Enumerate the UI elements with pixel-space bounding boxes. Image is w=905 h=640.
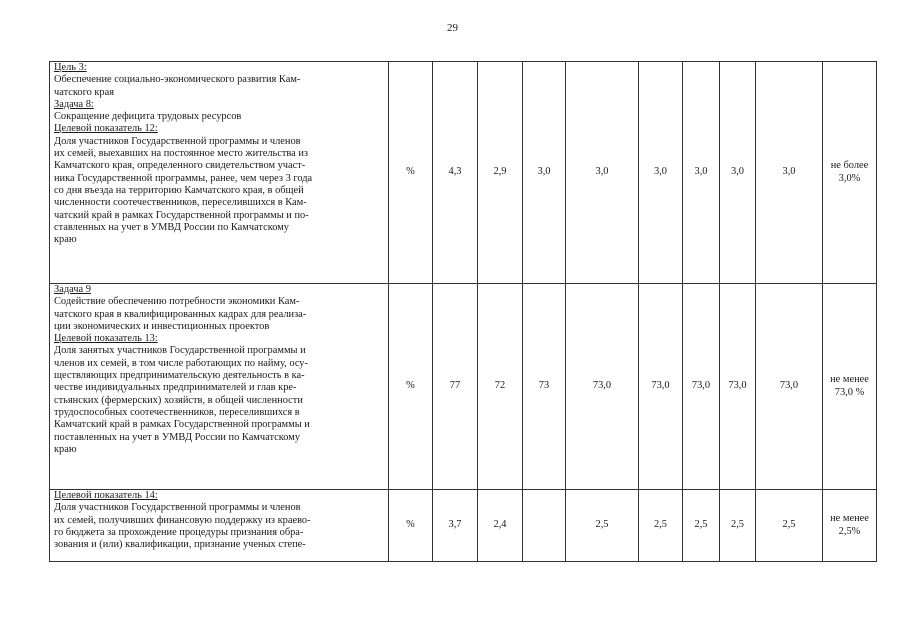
target-text: 73,0 % bbox=[834, 386, 865, 398]
section-heading: Цель 3: bbox=[54, 62, 87, 73]
unit-cell: % bbox=[389, 490, 433, 562]
value-cell: 73,0 bbox=[683, 284, 720, 490]
value-cell: 3,0 bbox=[683, 62, 720, 284]
target-cell bbox=[823, 284, 877, 490]
indicators-table bbox=[49, 61, 877, 562]
description-line: Обеспечение социально-экономического развития Кам- bbox=[54, 74, 301, 86]
target-text: не более bbox=[830, 160, 869, 172]
target-text: 3,0% bbox=[838, 172, 861, 184]
description-line: Доля участников Государственной программы и членов bbox=[54, 135, 301, 147]
description-line: стьянских (фермерских) хозяйств, в общей численности bbox=[54, 394, 303, 406]
value-cell: 3,0 bbox=[523, 62, 566, 284]
description-line: поставленных на учет в УМВД России по Камчатскому bbox=[54, 431, 301, 443]
value-cell: 2,5 bbox=[756, 490, 823, 562]
value-cell bbox=[523, 490, 566, 562]
indicator-description-cell bbox=[50, 62, 389, 284]
description-line: их семей, получивших финансовую поддержку из краево- bbox=[54, 514, 311, 526]
value-cell: 2,5 bbox=[720, 490, 756, 562]
description-line: Камчатского края, определенного свидетельством участ- bbox=[54, 160, 306, 172]
description-line: Камчатский край в рамках Государственной программы и bbox=[54, 419, 310, 431]
value-cell: 73,0 bbox=[566, 284, 639, 490]
value-cell: 3,0 bbox=[756, 62, 823, 284]
value-cell: 73,0 bbox=[639, 284, 683, 490]
value-cell: 77 bbox=[433, 284, 478, 490]
value-cell: 3,0 bbox=[639, 62, 683, 284]
description-line: их семей, выехавших на постоянное место жительства из bbox=[54, 148, 309, 160]
description-line: членов их семей, в том числе работающих по найму, осу- bbox=[54, 357, 308, 369]
description-line: Содействие обеспечению потребности экономики Кам- bbox=[54, 296, 300, 308]
indicator-description-cell bbox=[50, 490, 389, 562]
description-line: ставленных на учет в УМВД России по Камчатскому bbox=[54, 221, 290, 233]
description-line: чатский край в рамках Государственной программы и по- bbox=[54, 209, 309, 221]
section-heading: Целевой показатель 12: bbox=[54, 123, 158, 135]
value-cell: 3,0 bbox=[566, 62, 639, 284]
value-cell: 2,9 bbox=[478, 62, 523, 284]
value-cell: 3,7 bbox=[433, 490, 478, 562]
indicator-description-cell bbox=[50, 284, 389, 490]
target-cell bbox=[823, 62, 877, 284]
description-line: трудоспособных соотечественников, переселившихся в bbox=[54, 406, 300, 418]
table-body bbox=[50, 62, 877, 562]
description-line: ника Государственной программы, ранее, чем через 3 года bbox=[54, 172, 313, 184]
unit-cell: % bbox=[389, 62, 433, 284]
section-heading: Целевой показатель 13: bbox=[54, 333, 158, 345]
value-cell: 2,4 bbox=[478, 490, 523, 562]
description-line: численности соотечественников, переселившихся в Кам- bbox=[54, 197, 307, 209]
value-cell: 72 bbox=[478, 284, 523, 490]
description-line: го бюджета за прохождение процедуры признания обра- bbox=[54, 526, 304, 538]
target-text: не менее bbox=[830, 374, 869, 386]
page-number: 29 bbox=[447, 22, 458, 34]
description-line: Доля занятых участников Государственной программы и bbox=[54, 345, 306, 357]
description-line: ции экономических и инвестиционных проектов bbox=[54, 320, 270, 332]
value-cell: 3,0 bbox=[720, 62, 756, 284]
description-line: со дня въезда на территорию Камчатского края, в общей bbox=[54, 184, 304, 196]
value-cell: 2,5 bbox=[639, 490, 683, 562]
description-line: краю bbox=[54, 443, 77, 455]
table-row bbox=[50, 62, 877, 284]
target-text: 2,5% bbox=[838, 525, 861, 537]
target-text: не менее bbox=[830, 513, 869, 525]
unit-cell: % bbox=[389, 284, 433, 490]
value-cell: 73,0 bbox=[720, 284, 756, 490]
description-line: краю bbox=[54, 234, 77, 246]
value-cell: 2,5 bbox=[566, 490, 639, 562]
description-line: честве индивидуальных предпринимателей и глав кре- bbox=[54, 382, 297, 394]
value-cell: 2,5 bbox=[683, 490, 720, 562]
table-row bbox=[50, 284, 877, 490]
description-line: чатского края в квалифицированных кадрах для реализа- bbox=[54, 308, 307, 320]
description-line: Сокращение дефицита трудовых ресурсов bbox=[54, 111, 242, 123]
table-row bbox=[50, 490, 877, 562]
value-cell: 73 bbox=[523, 284, 566, 490]
description-line: ществляющих предпринимательскую деятельность в ка- bbox=[54, 370, 305, 382]
description-line: чатского края bbox=[54, 86, 114, 98]
value-cell: 73,0 bbox=[756, 284, 823, 490]
description-line: Доля участников Государственной программы и членов bbox=[54, 502, 301, 514]
value-cell: 4,3 bbox=[433, 62, 478, 284]
description-line: зования и (или) квалификации, признание ученых степе- bbox=[54, 539, 306, 551]
target-cell bbox=[823, 490, 877, 562]
section-heading: Задача 9 bbox=[54, 284, 91, 295]
section-heading: Задача 8: bbox=[54, 98, 94, 110]
section-heading: Целевой показатель 14: bbox=[54, 490, 158, 501]
